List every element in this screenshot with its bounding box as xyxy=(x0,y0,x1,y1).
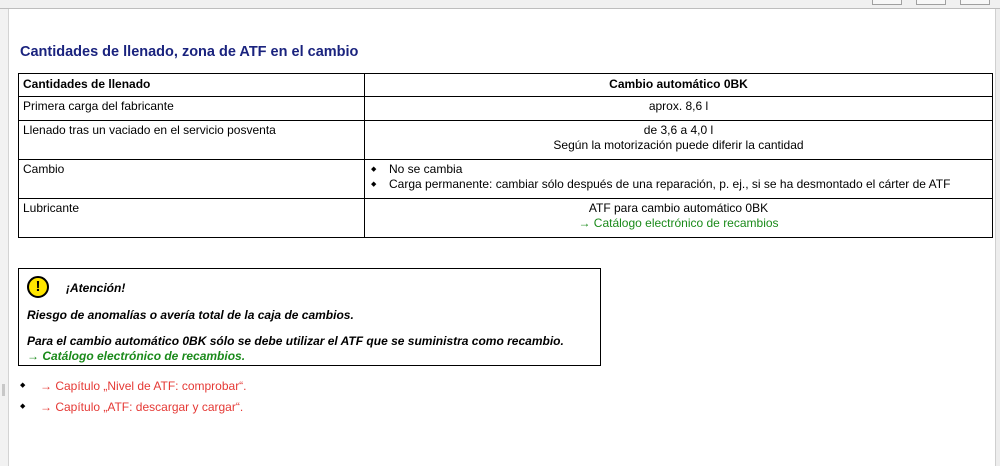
table-row xyxy=(19,97,993,121)
warning-parts-catalog-link[interactable]: → Catálogo electrónico de recambios. xyxy=(27,349,246,363)
row-label: Llenado tras un vaciado en el servicio posventa xyxy=(19,121,365,160)
window-button-right[interactable] xyxy=(960,0,990,5)
table-row xyxy=(19,160,993,199)
header-fill-quantities: Cantidades de llenado xyxy=(19,74,365,97)
row-value-main: ATF para cambio automático 0BK xyxy=(588,201,769,215)
row-label: Lubricante xyxy=(19,199,365,238)
reference-list xyxy=(18,378,247,420)
table-header-row xyxy=(19,74,993,97)
warning-risk: Riesgo de anomalías o avería total de la caja de cambios. xyxy=(27,308,354,322)
warning-title: ¡Atención! xyxy=(66,281,126,295)
page-title: Cantidades de llenado, zona de ATF en el cambio xyxy=(20,44,359,60)
table-row xyxy=(19,121,993,160)
warning-instruction xyxy=(27,334,564,364)
scrollbar[interactable] xyxy=(995,9,1000,466)
row-value-note: Según la motorización puede diferir la cantidad xyxy=(553,138,804,152)
parts-catalog-link[interactable]: → Catálogo electrónico de recambios xyxy=(578,216,779,230)
header-gearbox: Cambio automático 0BK xyxy=(365,74,993,97)
row-value-main: de 3,6 a 4,0 l xyxy=(643,123,714,137)
row-value xyxy=(365,121,993,160)
resize-grip[interactable] xyxy=(2,384,5,396)
row-label: Primera carga del fabricante xyxy=(19,97,365,121)
row-value xyxy=(365,160,993,199)
bullet-list xyxy=(369,162,988,192)
window-button-left[interactable] xyxy=(872,0,902,5)
list-item: ◆ Carga permanente: cambiar sólo después de una reparación, p. ej., si se ha desmontado el cárter de ATF xyxy=(369,177,988,192)
row-label: Cambio xyxy=(19,160,365,199)
window-top-bar xyxy=(0,0,1000,9)
list-item: ◆ No se cambia xyxy=(369,162,988,177)
window-button-middle[interactable] xyxy=(916,0,946,5)
warning-box xyxy=(18,268,601,366)
chapter-link-atf-drain-fill[interactable]: ◆ → Capítulo „ATF: descargar y cargar“. xyxy=(18,399,247,420)
fill-quantities-table xyxy=(18,73,993,238)
table-row xyxy=(19,199,993,238)
row-value xyxy=(365,199,993,238)
exclamation-icon: ! xyxy=(27,276,49,298)
warning-instruction-text: Para el cambio automático 0BK sólo se debe utilizar el ATF que se suministra como recambio. xyxy=(27,334,564,348)
left-panel-edge xyxy=(0,9,9,466)
row-value: aprox. 8,6 l xyxy=(365,97,993,121)
chapter-link-atf-level[interactable]: ◆ → Capítulo „Nivel de ATF: comprobar“. xyxy=(18,378,247,399)
